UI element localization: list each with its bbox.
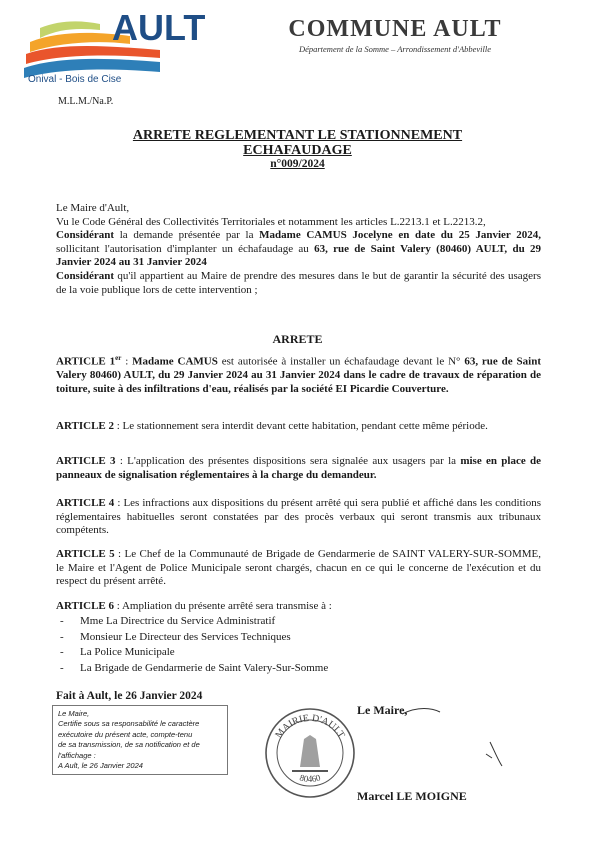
arrete-title-line2: ECHAFAUDAGE [243, 143, 352, 158]
article-6: ARTICLE 6 : Ampliation du présente arrêté sera transmise à : [56, 600, 332, 612]
list-item: - Monsieur Le Directeur des Services Techniques [56, 630, 328, 646]
logo-text: AULT [112, 7, 206, 48]
arrete-heading: ARRETE [272, 332, 323, 346]
article-2: ARTICLE 2 : Le stationnement sera interdit devant cette habitation, pendant cette même période. [56, 420, 488, 432]
recipient-list [56, 614, 328, 676]
svg-text:MAIRIE D'AULT: MAIRIE D'AULT [273, 712, 347, 741]
article-1: ARTICLE 1er : Madame CAMUS est autorisée à installer un échafaudage devant le N° 63, rue de Saint Valery 80460) AULT, du 29 Janvier 2024 au 31 Janvier 2024 dans le cadre de travaux de réparation de toiture, suite à des infiltrations d'eau, réalisés par la société EI Picardie Couverture. [56, 354, 541, 395]
cert-line: l'affichage : [58, 750, 96, 760]
commune-subtitle: Département de la Somme – Arrondissement d'Abbeville [298, 44, 492, 54]
fait-a-ault: Fait à Ault, le 26 Janvier 2024 [56, 690, 203, 702]
preamble [56, 202, 541, 297]
cert-line: Le Maire, [58, 709, 90, 718]
mayor-signature [398, 702, 510, 772]
ault-logo [20, 6, 206, 85]
arrete-title-line1: ARRETE REGLEMENTANT LE STATIONNEMENT [132, 128, 463, 143]
article-3: ARTICLE 3 : L'application des présentes dispositions sera signalée aux usagers par la mise en place de panneaux de signalisation réglementaires à la charge du demandeur. [56, 455, 541, 481]
logo-subtitle: Onival - Bois de Cise [28, 74, 122, 85]
preamble-maire: Le Maire d'Ault, [56, 202, 130, 214]
preamble-considerant-1: Considérant la demande présentée par la Madame CAMUS Jocelyne en date du 25 Janvier 2024, sollicitant l'autorisation d'implanter un échafaudage au 63, rue de Saint Valery (80460) AULT, du 29 Janvier 2024 au 31 Janvier 2024 [56, 229, 541, 269]
list-item: - La Police Municipale [56, 645, 328, 661]
mairie-stamp [262, 705, 358, 801]
svg-text:80460: 80460 [298, 772, 322, 785]
cert-line: de sa transmission, de sa notification et de [58, 740, 200, 750]
preamble-considerant-2: Considérant qu'il appartient au Maire de prendre des mesures dans le but de garantir la sécurité des usagers de la voie publique lors de cette intervention ; [56, 269, 541, 296]
list-item: - Mme La Directrice du Service Administratif [56, 614, 328, 630]
arrete-number: n°009/2024 [270, 158, 325, 170]
mayor-name: Marcel LE MOIGNE [357, 789, 467, 803]
reference: M.L.M./Na.P. [58, 96, 114, 107]
le-maire-label: Le Maire, [357, 703, 408, 717]
article-4: ARTICLE 4 : Les infractions aux dispositions du présent arrêté qui sera publié et affiché dans les conditions réglementaires habituelles seront constatées par des procès verbaux qui seront transmis aux tribunaux compétents. [56, 497, 541, 537]
preamble-vu: Vu le Code Général des Collectivités Territoriales et notamment les articles L.2213.1 et L.2213.2, [56, 215, 486, 228]
article-5: ARTICLE 5 : Le Chef de la Communauté de Brigade de Gendarmerie de SAINT VALERY-SUR-SOMME, le Maire et l'Agent de Police Municipale seront chargés, chacun en ce qui le concerne de l'exécution et du respect du présent arrêté. [56, 548, 541, 588]
commune-title: COMMUNE AULT [288, 16, 502, 42]
list-item: - La Brigade de Gendarmerie de Saint Valery-Sur-Somme [56, 661, 328, 677]
cert-line: A Ault, le 26 Janvier 2024 [58, 761, 143, 771]
cert-line: Certifie sous sa responsabilité le caractère [58, 719, 200, 729]
certification-box [52, 705, 228, 775]
cert-line: exécutoire du présent acte, compte-tenu [58, 729, 193, 739]
